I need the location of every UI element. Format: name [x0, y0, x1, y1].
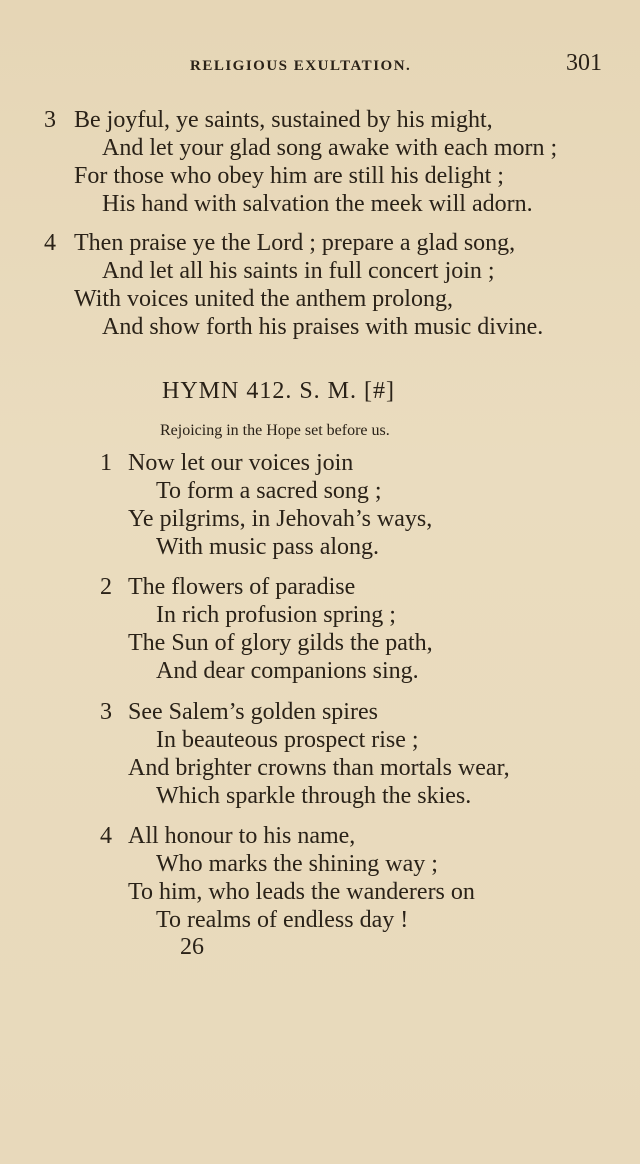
- stanza-number: 3: [44, 107, 56, 133]
- verse-line: Now let our voices join: [128, 450, 354, 476]
- verse-line: With voices united the anthem prolong,: [74, 286, 453, 312]
- verse-line: Which sparkle through the skies.: [156, 783, 472, 809]
- verse-line: To realms of endless day !: [156, 907, 409, 933]
- verse-line: And brighter crowns than mortals wear,: [128, 755, 510, 781]
- stanza-number: 3: [100, 699, 112, 725]
- verse-line: Be joyful, ye saints, sustained by his might,: [74, 107, 493, 133]
- stanza-number: 4: [100, 823, 112, 849]
- hymn-title: HYMN 412. S. M. [#]: [162, 378, 396, 404]
- hymn-subtitle: Rejoicing in the Hope set before us.: [160, 422, 390, 439]
- verse-line: Who marks the shining way ;: [156, 851, 438, 877]
- verse-line: And dear companions sing.: [156, 658, 419, 684]
- verse-line: For those who obey him are still his delight ;: [74, 163, 504, 189]
- verse-line: The Sun of glory gilds the path,: [128, 630, 433, 656]
- page-number: 301: [566, 50, 602, 76]
- stanza-number: 4: [44, 230, 56, 256]
- verse-line: And show forth his praises with music divine.: [102, 314, 544, 340]
- verse-line: His hand with salvation the meek will adorn.: [102, 191, 533, 217]
- verse-line: Ye pilgrims, in Jehovah’s ways,: [128, 506, 433, 532]
- verse-line: In beauteous prospect rise ;: [156, 727, 419, 753]
- verse-line: The flowers of paradise: [128, 574, 356, 600]
- verse-line: Then praise ye the Lord ; prepare a glad song,: [74, 230, 516, 256]
- stanza-number: 1: [100, 450, 112, 476]
- verse-line: And let all his saints in full concert join ;: [102, 258, 495, 284]
- verse-line: All honour to his name,: [128, 823, 356, 849]
- running-head: RELIGIOUS EXULTATION.: [190, 58, 412, 74]
- signature-mark: 26: [180, 934, 204, 960]
- verse-line: And let your glad song awake with each morn ;: [102, 135, 558, 161]
- stanza-number: 2: [100, 574, 112, 600]
- verse-line: To form a sacred song ;: [156, 478, 382, 504]
- verse-line: In rich profusion spring ;: [156, 602, 396, 628]
- verse-line: See Salem’s golden spires: [128, 699, 378, 725]
- verse-line: With music pass along.: [156, 534, 380, 560]
- verse-line: To him, who leads the wanderers on: [128, 879, 475, 905]
- page-header: [0, 52, 640, 82]
